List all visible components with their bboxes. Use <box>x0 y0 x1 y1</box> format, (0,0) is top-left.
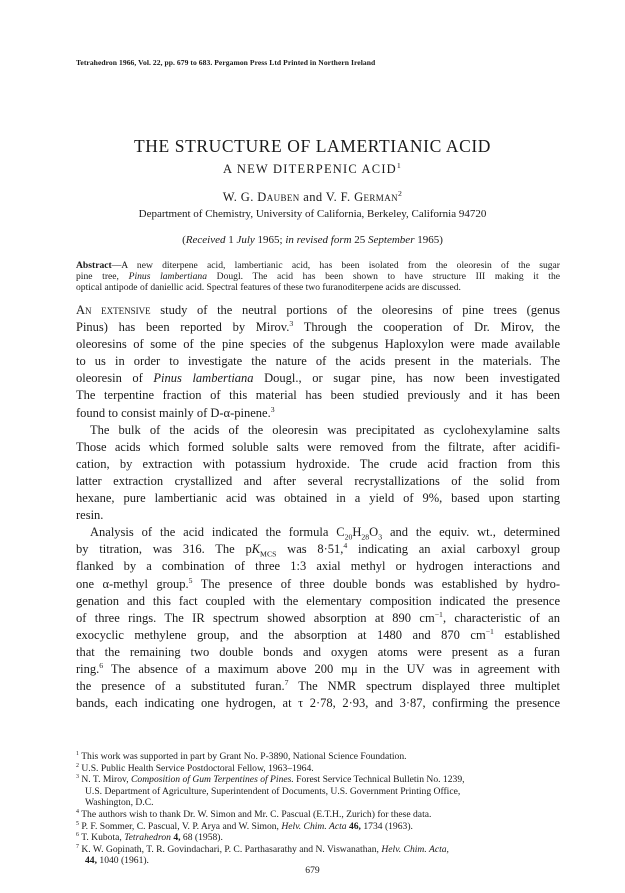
body-line <box>76 387 560 404</box>
received-label: Received <box>185 234 226 246</box>
footnote-text: This work was supported in part by Grant No. P-3890, National Science Foundation. <box>78 751 407 762</box>
footnote-text: N. T. Mirov, <box>78 774 132 786</box>
footnote-ref: 2 <box>398 188 403 198</box>
footnote <box>76 832 560 844</box>
journal-volume: 4, <box>170 832 181 844</box>
formula-subscript: 3 <box>378 532 383 542</box>
species-name: Pinus lambertiana <box>128 271 207 283</box>
body-text: Through the cooperation of Dr. Mirov, the <box>293 320 560 335</box>
body-line <box>76 576 560 593</box>
body-line <box>76 336 560 353</box>
citation-ref: 3 <box>289 319 294 328</box>
body-text: of three rings. The IR spectrum showed absorption at 890 cm <box>76 610 435 625</box>
body-text: that the remaining two double bonds and oxygen atoms were present as a furan <box>76 644 560 659</box>
body-line <box>76 490 560 507</box>
footnote <box>76 763 560 775</box>
body-text: hexane, pure lambertianic acid was obtained in a yield of 9%, based upon starting <box>76 491 560 506</box>
footnote-text: P. F. Sommer, C. Pascual, V. P. Arya and W. Simon, <box>78 820 282 832</box>
footnote-mark: 4 <box>76 808 79 815</box>
footnote-text: T. Kubota, <box>78 832 125 844</box>
revised-day: 25 <box>351 234 369 246</box>
received-month: July <box>236 234 255 246</box>
body-text: flanked by a combination of three 1:3 axial methyl or hydrogen interactions and <box>76 559 560 574</box>
journal-citation-header: Tetrahedron 1966, Vol. 22, pp. 679 to 683. Pergamon Press Ltd Printed in Northern Ireland <box>76 58 376 67</box>
abstract-text: —A new diterpene acid, lambertianic acid, has been isolated from the oleoresin of the sugar <box>111 260 560 271</box>
abstract-line <box>76 271 560 282</box>
footnote-mark: 6 <box>76 832 79 838</box>
journal-name: Tetrahedron <box>124 832 171 844</box>
body-text: established <box>493 627 560 642</box>
citation-ref: 5 <box>188 575 193 585</box>
body-line <box>76 541 560 558</box>
formula-subscript: 28 <box>361 532 370 542</box>
body-text: The terpentine fraction of this material has been studied previously and it has been <box>76 388 560 403</box>
body-text: Analysis of the acid indicated the formula C <box>90 525 345 540</box>
body-text: and the equiv. wt., determined <box>382 525 560 540</box>
journal-name: Helv. Chim. Acta <box>281 820 347 832</box>
body-text: Pinus) has been reported by Mirov. <box>76 320 290 335</box>
body-text: genation and this fact coupled with the elementary composition indicated the presence <box>76 593 560 608</box>
footnote-continuation: Washington, D.C. <box>85 797 154 809</box>
footnote-text: 1734 (1963). <box>360 820 413 832</box>
body-line <box>76 558 560 575</box>
author-initials: V. F. <box>325 190 355 204</box>
body-text: bands, each indicating one hydrogen, at τ 2·78, 2·93, and 3·87, confirming the presence <box>76 696 560 711</box>
footnote-continuation: U.S. Department of Agriculture, Superintendent of Documents, U.S. Government Printing Office, <box>85 785 461 797</box>
body-text: O <box>369 525 379 540</box>
citation-ref: 7 <box>284 678 289 687</box>
author-surname: Dauben <box>257 190 300 204</box>
body-text: one α-methyl group. <box>76 576 189 591</box>
footnote <box>76 751 560 763</box>
author-affiliation: Department of Chemistry, University of California, Berkeley, California 94720 <box>138 208 487 220</box>
body-text: exocyclic methylene group, and the absorption at 1480 and 870 cm <box>76 627 486 642</box>
body-text: The bulk of the acids of the oleoresin was precipitated as cyclohexylamine salts <box>90 422 560 437</box>
received-dates <box>0 234 625 246</box>
received-day: 1 <box>225 234 237 246</box>
citation-ref: 4 <box>343 541 348 551</box>
body-text: study of the neutral portions of the oleoresins of pine trees (genus <box>150 303 560 317</box>
pk-subscript: MCS <box>260 549 277 559</box>
author-initials: W. G. <box>222 190 258 204</box>
journal-volume: 46, <box>346 820 361 832</box>
body-text: resin. <box>76 508 104 523</box>
species-name: Pinus lambertiana <box>153 371 254 386</box>
body-text: The presence of three double bonds was established by hydro- <box>192 576 560 591</box>
abstract-line <box>76 260 560 271</box>
received-year: 1965; <box>254 234 286 246</box>
footnote-ref: 1 <box>396 160 402 170</box>
body-text: Dougl., or sugar pine, has now been investigated <box>253 371 560 386</box>
author-conjunction: and <box>299 190 326 204</box>
body-text: by titration, was 316. The p <box>76 542 252 557</box>
body-text: H <box>352 525 362 540</box>
body-text: oleoresins of some of the pine species of the subgenus Haploxylon were made available <box>76 337 560 352</box>
body-text: indicating an axial carboxyl group <box>347 542 560 557</box>
body-text: cation, by extraction with potassium hydroxide. The crude acid fraction from this <box>76 456 560 471</box>
abstract-text: Dougl. The acid has been shown to have structure III making it the <box>207 271 560 283</box>
citation-ref: 3 <box>270 404 275 414</box>
page-number: 679 <box>305 865 320 876</box>
footnote-mark: 1 <box>76 751 79 757</box>
article-subtitle <box>0 162 625 177</box>
author-surname: German <box>354 190 399 204</box>
abstract-line <box>76 282 560 293</box>
footnote-mark: 3 <box>76 774 79 780</box>
body-line <box>76 610 560 627</box>
footnote <box>76 821 560 833</box>
body-line <box>76 370 560 387</box>
paren-open: ( <box>182 234 186 246</box>
body-line <box>76 661 560 678</box>
body-line <box>76 302 560 319</box>
body-line <box>76 678 560 695</box>
body-text: latter extraction crystallized and after several recrystallizations of the solid from <box>76 473 560 488</box>
revised-month: September <box>368 234 415 246</box>
formula-subscript: 20 <box>344 532 353 542</box>
body-text: oleoresin of <box>76 371 154 386</box>
body-text: The absence of a maximum above 200 mμ in the UV was in agreement with <box>103 661 560 676</box>
footnote-mark: 2 <box>76 762 79 769</box>
body-text: to us in order to investigate the nature of the acids present in the materials. The <box>76 354 560 369</box>
footnote-text: 68 (1958). <box>180 832 223 844</box>
body-text: The NMR spectrum displayed three multiplet <box>288 679 560 694</box>
body-text: ring. <box>76 661 100 676</box>
footnote-text: The authors wish to thank Dr. W. Simon and Mr. C. Pascual (E.T.H., Zurich) for these data. <box>78 808 432 820</box>
footnote <box>76 774 560 786</box>
body-line <box>76 627 560 644</box>
footnote-mark: 7 <box>76 843 79 850</box>
body-line <box>76 524 560 541</box>
footnote-text: 1040 (1961). <box>97 855 149 867</box>
body-line <box>76 319 560 336</box>
body-text: was 8·51, <box>276 542 344 557</box>
pk-symbol: K <box>251 542 261 557</box>
journal-name: Helv. Chim. Acta, <box>381 843 449 855</box>
article-title: THE STRUCTURE OF LAMERTIANIC ACID <box>133 136 492 156</box>
author-line <box>0 190 625 205</box>
journal-volume: 44, <box>85 855 97 867</box>
body-text: , characteristic of an <box>442 610 560 625</box>
abstract-text: pine tree, <box>76 271 129 283</box>
abstract-label: Abstract <box>76 260 112 271</box>
lead-in: An extensive <box>76 303 151 317</box>
body-line <box>76 422 560 439</box>
body-line <box>76 473 560 490</box>
footnote-text: K. W. Gopinath, T. R. Govindachari, P. C. Parthasarathy and N. Viswanathan, <box>78 843 382 855</box>
revised-label: in revised form <box>285 234 352 246</box>
footnotes <box>76 751 560 867</box>
article-body <box>76 302 560 712</box>
footnote-mark: 5 <box>76 820 79 827</box>
reference-title: Composition of Gum Terpentines of Pines. <box>131 774 294 786</box>
abstract-text: optical antipode of daniellic acid. Spectral features of these two furanoditerpene acids are discussed. <box>76 282 461 294</box>
body-line <box>76 405 560 422</box>
body-text: found to consist mainly of D-α-pinene. <box>76 405 271 420</box>
abstract <box>76 260 560 294</box>
body-text: the presence of a substituted furan. <box>76 679 285 694</box>
footnote-text: U.S. Public Health Service Postdoctoral Fellow, 1963–1964. <box>78 762 314 774</box>
body-line <box>76 439 560 456</box>
citation-ref: 6 <box>99 660 104 670</box>
body-line <box>76 353 560 370</box>
body-line <box>76 644 560 661</box>
body-line <box>76 695 560 712</box>
body-line <box>76 593 560 610</box>
revised-year: 1965) <box>414 234 443 246</box>
body-line <box>76 507 560 524</box>
footnote <box>76 844 560 856</box>
footnote-text: Forest Service Technical Bulletin No. 1239, <box>293 774 465 786</box>
body-text: Those acids which formed soluble salts were removed from the filtrate, after acidifi- <box>76 439 560 454</box>
unit-exponent: −1 <box>434 609 443 619</box>
subtitle-text: A NEW DITERPENIC ACID <box>222 162 397 176</box>
body-line <box>76 456 560 473</box>
unit-exponent: −1 <box>485 626 494 636</box>
footnote <box>76 809 560 821</box>
